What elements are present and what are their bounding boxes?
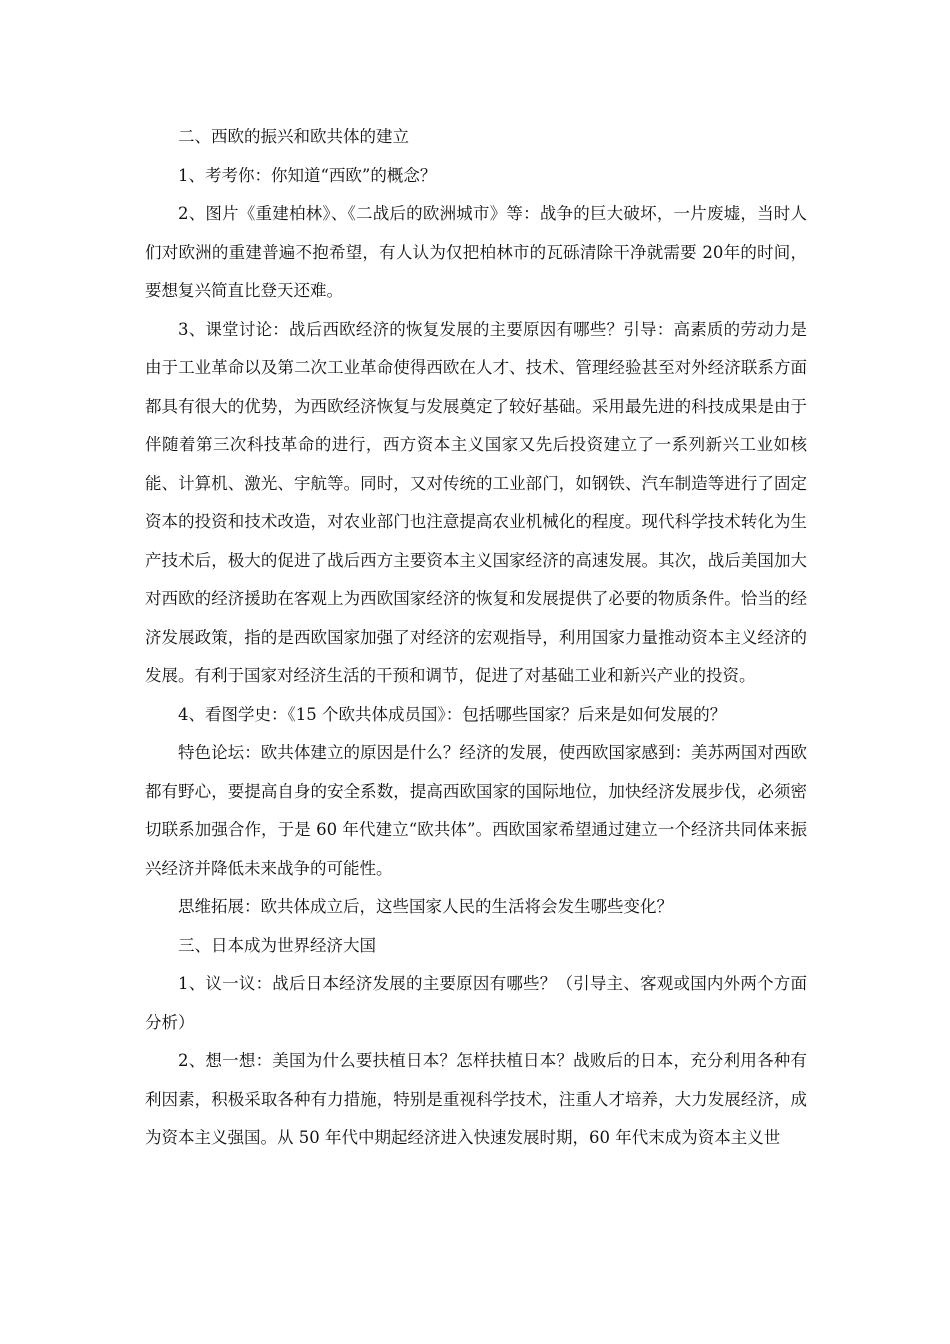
paragraph-pictures-berlin: 2、图片《重建柏林》、《二战后的欧洲城市》等：战争的巨大破坏，一片废墟，当时人们对欧洲的重建普遍不抱希望，有人认为仅把柏林市的瓦砾清除干净就需要 20年的时间，要想复兴简直比登天还难。 — [145, 204, 807, 300]
section-heading-western-europe: 二、西欧的振兴和欧共体的建立 — [178, 127, 409, 146]
paragraph-thinking-extension: 思维拓展：欧共体成立后，这些国家人民的生活将会发生哪些变化？ — [178, 897, 673, 916]
document-body — [145, 118, 807, 1158]
paragraph-map-study: 4、看图学史：《15 个欧共体成员国》：包括哪些国家？后来是如何发展的？ — [178, 704, 727, 724]
paragraph-class-discussion: 3、课堂讨论：战后西欧经济的恢复发展的主要原因有哪些？引导：高素质的劳动力是由于工业革命以及第二次工业革命使得西欧在人才、技术、管理经验甚至对外经济联系方面都具有很大的优势，为西欧经济恢复与发展奠定了较好基础。采用最先进的科技成果是由于伴随着第三次科技革命的进行，西方资本主义国家又先后投资建立了一系列新兴工业如核能、计算机、激光、宇航等。同时，又对传统的工业部门，如钢铁、汽车制造等进行了固定资本的投资和技术改造，对农业部门也注意提高农业机械化的程度。现代科学技术转化为生产技术后，极大的促进了战后西方主要资本主义国家经济的高速发展。其次，战后美国加大对西欧的经济援助在客观上为西欧国家经济的恢复和发展提供了必要的物质条件。恰当的经济发展政策，指的是西欧国家加强了对经济的宏观指导，利用国家力量推动资本主义经济的发展。有利于国家对经济生活的干预和调节，促进了对基础工业和新兴产业的投资。 — [145, 319, 807, 685]
paragraph-quiz-concept: 1、考考你：你知道“西欧”的概念？ — [178, 165, 437, 185]
paragraph-think-us-support: 2、想一想：美国为什么要扶植日本？怎样扶植日本？战败后的日本，充分利用各种有利因素，积极采取各种有力措施，特别是重视科学技术，注重人才培养，大力发展经济，成为资本主义强国。从 50 年代中期起经济进入快速发展时期，60 年代末成为资本主义世 — [145, 1051, 807, 1147]
section-heading-japan: 三、日本成为世界经济大国 — [178, 935, 376, 955]
paragraph-discuss-japan: 1、议一议：战后日本经济发展的主要原因有哪些？（引导主、客观或国内外两个方面分析） — [145, 974, 807, 1032]
paragraph-forum: 特色论坛：欧共体建立的原因是什么？经济的发展，使西欧国家感到：美苏两国对西欧都有野心，要提高自身的安全系数，提高西欧国家的国际地位，加快经济发展步伐，必须密切联系加强合作，于是 60 年代建立“欧共体”。西欧国家希望通过建立一个经济共同体来振兴经济并降低未来战争的可能性。 — [145, 743, 807, 878]
